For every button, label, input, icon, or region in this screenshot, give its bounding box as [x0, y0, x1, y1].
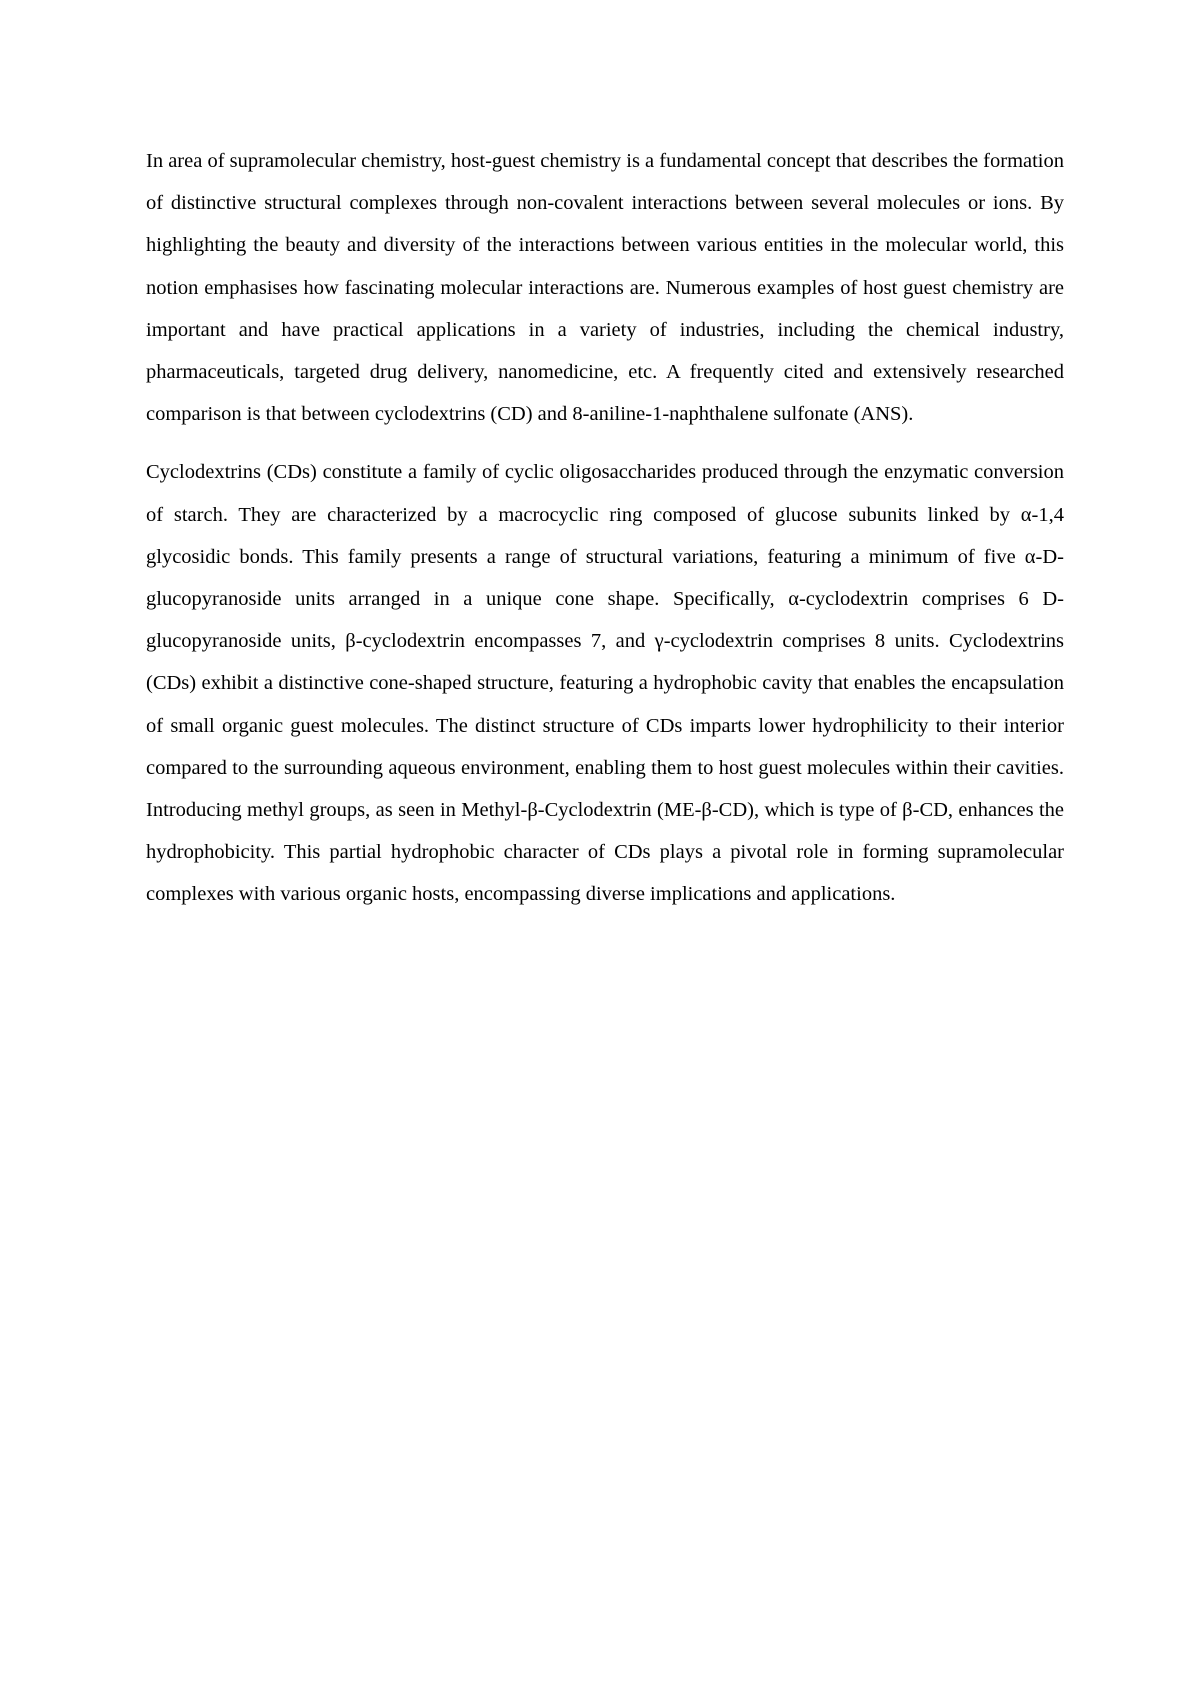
document-body: [146, 140, 1064, 932]
paragraph-cyclodextrins: Cyclodextrins (CDs) constitute a family of cyclic oligosaccharides produced through the enzymatic conversion of starch. They are characterized by a macrocyclic ring composed of glucose subunits linked by α-1,4 glycosidic bonds. This family presents a range of structural variations, featuring a minimum of five α-D-glucopyranoside units arranged in a unique cone shape. Specifically, α-cyclodextrin comprises 6 D-glucopyranoside units, β-cyclodextrin encompasses 7, and γ-cyclodextrin comprises 8 units. Cyclodextrins (CDs) exhibit a distinctive cone-shaped structure, featuring a hydrophobic cavity that enables the encapsulation of small organic guest molecules. The distinct structure of CDs imparts lower hydrophilicity to their interior compared to the surrounding aqueous environment, enabling them to host guest molecules within their cavities. Introducing methyl groups, as seen in Methyl-β-Cyclodextrin (ME-β-CD), which is type of β-CD, enhances the hydrophobicity. This partial hydrophobic character of CDs plays a pivotal role in forming supramolecular complexes with various organic hosts, encompassing diverse implications and applications.: [146, 461, 1064, 906]
paragraph-host-guest-chemistry: In area of supramolecular chemistry, host-guest chemistry is a fundamental concept that describes the formation of distinctive structural complexes through non-covalent interactions between several molecules or ions. By highlighting the beauty and diversity of the interactions between various entities in the molecular world, this notion emphasises how fascinating molecular interactions are. Numerous examples of host guest chemistry are important and have practical applications in a variety of industries, including the chemical industry, pharmaceuticals, targeted drug delivery, nanomedicine, etc. A frequently cited and extensively researched comparison is that between cyclodextrins (CD) and 8-aniline-1-naphthalene sulfonate (ANS).: [146, 150, 1065, 426]
